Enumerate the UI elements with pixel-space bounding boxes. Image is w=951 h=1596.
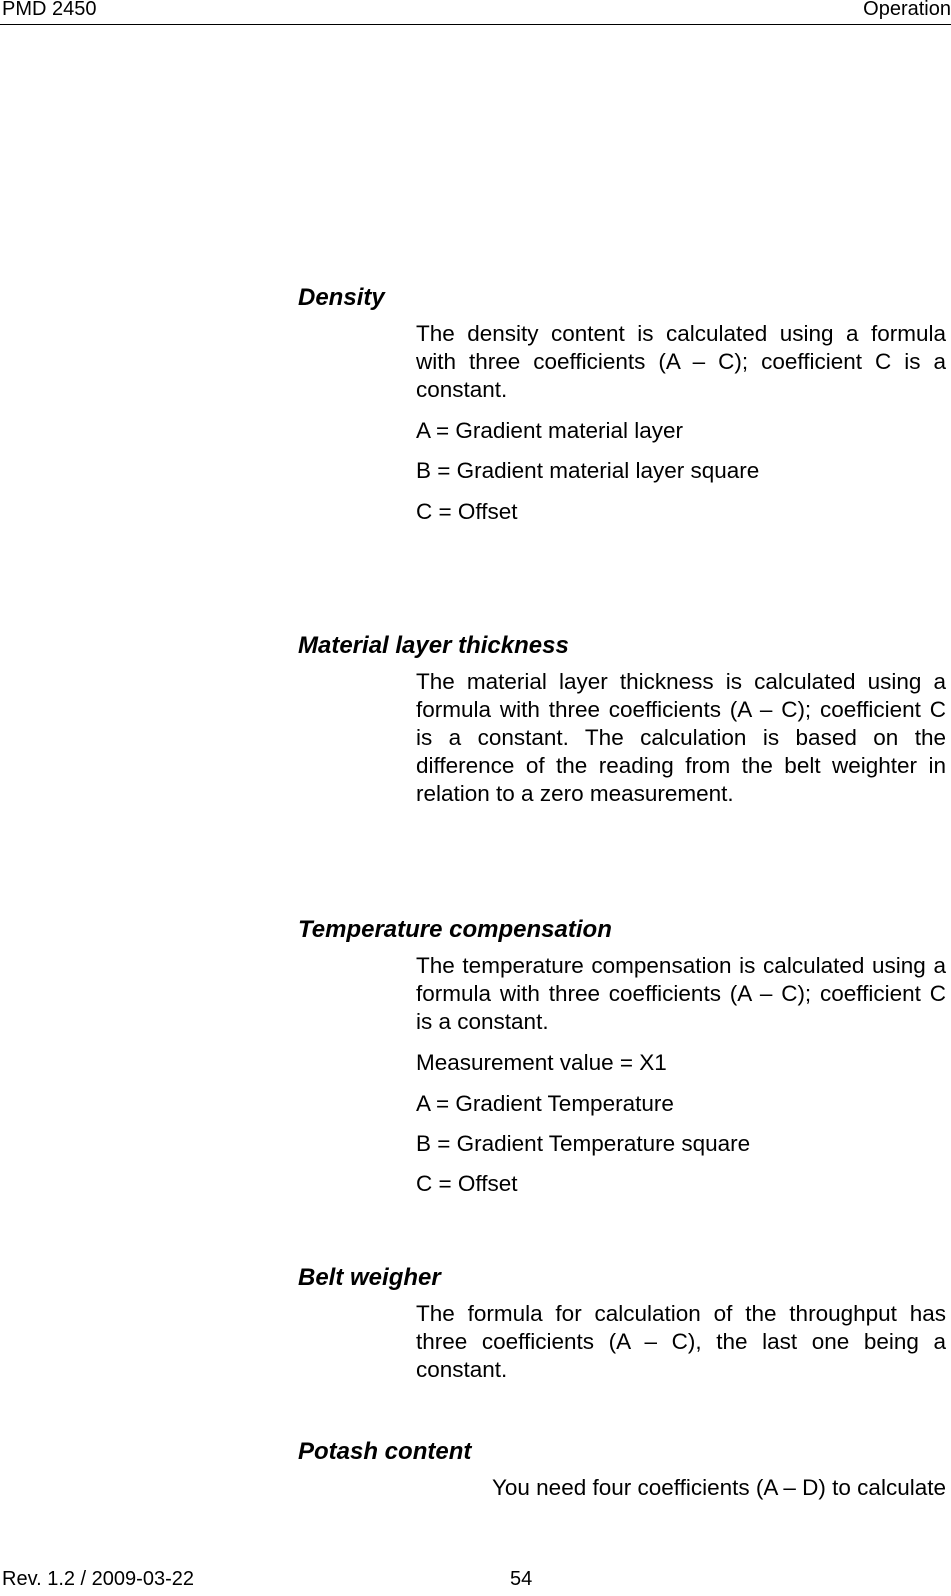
density-line-c: C = Offset bbox=[416, 499, 518, 524]
density-line-b: B = Gradient material layer square bbox=[416, 458, 760, 483]
belt-heading: Belt weigher bbox=[298, 1264, 441, 1291]
temperature-line-a: A = Gradient Temperature bbox=[416, 1091, 674, 1116]
temperature-line-c: C = Offset bbox=[416, 1171, 518, 1196]
density-heading: Density bbox=[298, 284, 385, 311]
revision-label: Rev. 1.2 / 2009-03-22 bbox=[2, 1568, 194, 1590]
temperature-line-b: B = Gradient Temperature square bbox=[416, 1131, 751, 1156]
belt-paragraph: The formula for calculation of the throughput has three coefficients (A – C), the last one being a constant. bbox=[416, 1301, 946, 1382]
potash-paragraph: You need four coefficients (A – D) to calculate bbox=[491, 1475, 946, 1500]
page-number: 54 bbox=[510, 1568, 533, 1590]
thickness-heading: Material layer thickness bbox=[298, 632, 569, 659]
temperature-paragraph: The temperature compensation is calculated using a formula with three coefficients (A – C); coefficient C is a constant. bbox=[416, 953, 946, 1034]
temperature-line-x1: Measurement value = X1 bbox=[416, 1050, 667, 1075]
thickness-paragraph: The material layer thickness is calculated using a formula with three coefficients (A – C); coefficient C is a constant. The calculation is based on the difference of the reading from the belt weighter in relation to a zero measurement. bbox=[416, 669, 946, 806]
chapter-title: Operation bbox=[863, 0, 951, 20]
page-header bbox=[0, 0, 951, 25]
potash-heading: Potash content bbox=[298, 1438, 472, 1465]
density-line-a: A = Gradient material layer bbox=[416, 418, 684, 443]
density-paragraph: The density content is calculated using a formula with three coefficients (A – C); coefficient C is a constant. bbox=[416, 321, 946, 402]
temperature-heading: Temperature compensation bbox=[298, 916, 612, 943]
document-title: PMD 2450 bbox=[2, 0, 97, 20]
